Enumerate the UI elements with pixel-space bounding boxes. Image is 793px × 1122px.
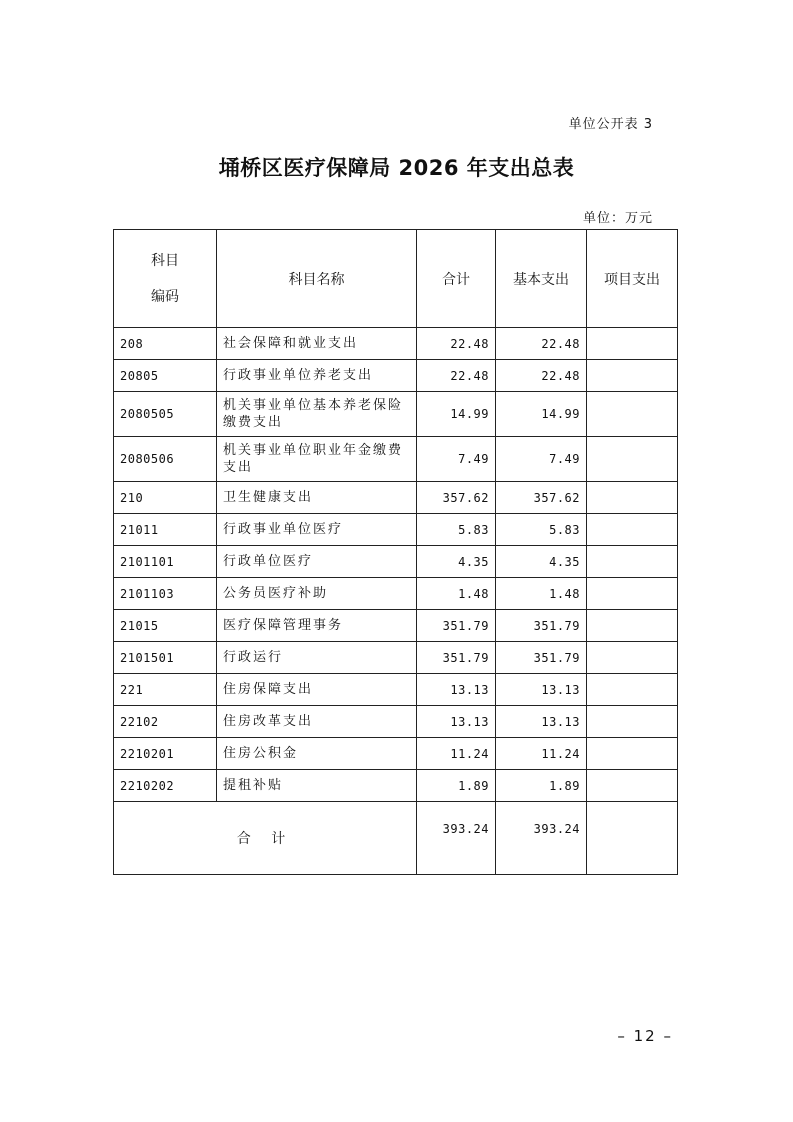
row-name: 卫生健康支出 <box>217 482 417 514</box>
row-project <box>587 610 678 642</box>
row-basic: 11.24 <box>496 738 587 770</box>
row-basic: 351.79 <box>496 642 587 674</box>
row-name: 机关事业单位职业年金缴费支出 <box>217 437 417 482</box>
row-project <box>587 360 678 392</box>
row-name: 住房改革支出 <box>217 706 417 738</box>
table-row <box>114 328 678 360</box>
expenditure-table <box>113 229 678 875</box>
row-name: 行政运行 <box>217 642 417 674</box>
row-project <box>587 546 678 578</box>
row-name: 社会保障和就业支出 <box>217 328 417 360</box>
table-row <box>114 392 678 437</box>
row-name: 住房公积金 <box>217 738 417 770</box>
table-row <box>114 642 678 674</box>
table-row <box>114 482 678 514</box>
row-total: 1.89 <box>417 770 496 802</box>
row-project <box>587 437 678 482</box>
row-project <box>587 706 678 738</box>
row-total: 14.99 <box>417 392 496 437</box>
row-basic: 13.13 <box>496 706 587 738</box>
row-total: 1.48 <box>417 578 496 610</box>
row-basic: 1.89 <box>496 770 587 802</box>
page-title: 埇桥区医疗保障局 2026 年支出总表 <box>218 156 575 180</box>
total-sum: 393.24 <box>417 802 496 875</box>
row-basic: 1.48 <box>496 578 587 610</box>
row-total: 7.49 <box>417 437 496 482</box>
table-row <box>114 674 678 706</box>
row-project <box>587 514 678 546</box>
row-code: 21015 <box>114 610 217 642</box>
table-row <box>114 610 678 642</box>
row-code: 2101103 <box>114 578 217 610</box>
header-name: 科目名称 <box>217 230 417 328</box>
header-code-line2: 编码 <box>151 288 179 305</box>
row-name: 公务员医疗补助 <box>217 578 417 610</box>
row-basic: 357.62 <box>496 482 587 514</box>
row-total: 22.48 <box>417 360 496 392</box>
row-total: 357.62 <box>417 482 496 514</box>
row-name: 机关事业单位基本养老保险缴费支出 <box>217 392 417 437</box>
table-total-row <box>114 802 678 875</box>
row-code: 2210201 <box>114 738 217 770</box>
header-project: 项目支出 <box>587 230 678 328</box>
table-row <box>114 546 678 578</box>
total-basic: 393.24 <box>496 802 587 875</box>
row-basic: 22.48 <box>496 360 587 392</box>
row-code: 21011 <box>114 514 217 546</box>
row-total: 11.24 <box>417 738 496 770</box>
row-total: 5.83 <box>417 514 496 546</box>
row-name: 医疗保障管理事务 <box>217 610 417 642</box>
row-project <box>587 482 678 514</box>
unit-label: 单位：万元 <box>582 211 653 226</box>
row-code: 2080505 <box>114 392 217 437</box>
row-total: 351.79 <box>417 610 496 642</box>
total-project <box>587 802 678 875</box>
row-code: 20805 <box>114 360 217 392</box>
row-total: 351.79 <box>417 642 496 674</box>
header-code-line1: 科目 <box>151 252 179 269</box>
header-basic: 基本支出 <box>496 230 587 328</box>
row-name: 住房保障支出 <box>217 674 417 706</box>
form-number: 单位公开表 3 <box>568 117 653 132</box>
header-code <box>114 230 217 328</box>
row-code: 210 <box>114 482 217 514</box>
total-label: 合 计 <box>114 802 417 875</box>
row-basic: 351.79 <box>496 610 587 642</box>
row-name: 行政单位医疗 <box>217 546 417 578</box>
row-basic: 13.13 <box>496 674 587 706</box>
row-code: 208 <box>114 328 217 360</box>
header-total: 合计 <box>417 230 496 328</box>
row-basic: 7.49 <box>496 437 587 482</box>
row-project <box>587 674 678 706</box>
row-code: 221 <box>114 674 217 706</box>
row-code: 2080506 <box>114 437 217 482</box>
row-project <box>587 328 678 360</box>
row-project <box>587 392 678 437</box>
row-total: 13.13 <box>417 706 496 738</box>
row-basic: 4.35 <box>496 546 587 578</box>
row-code: 2101501 <box>114 642 217 674</box>
table-row <box>114 706 678 738</box>
page-number: – 12 – <box>617 1027 673 1045</box>
row-code: 2101101 <box>114 546 217 578</box>
table-row <box>114 437 678 482</box>
row-name: 提租补贴 <box>217 770 417 802</box>
table-row <box>114 578 678 610</box>
table-row <box>114 738 678 770</box>
row-project <box>587 770 678 802</box>
row-basic: 22.48 <box>496 328 587 360</box>
row-project <box>587 642 678 674</box>
table-row <box>114 360 678 392</box>
table-row <box>114 770 678 802</box>
row-total: 4.35 <box>417 546 496 578</box>
table-header-row <box>114 230 678 328</box>
row-total: 13.13 <box>417 674 496 706</box>
table-row <box>114 514 678 546</box>
row-code: 2210202 <box>114 770 217 802</box>
row-basic: 5.83 <box>496 514 587 546</box>
row-project <box>587 738 678 770</box>
row-code: 22102 <box>114 706 217 738</box>
row-total: 22.48 <box>417 328 496 360</box>
row-project <box>587 578 678 610</box>
row-name: 行政事业单位医疗 <box>217 514 417 546</box>
row-name: 行政事业单位养老支出 <box>217 360 417 392</box>
row-basic: 14.99 <box>496 392 587 437</box>
